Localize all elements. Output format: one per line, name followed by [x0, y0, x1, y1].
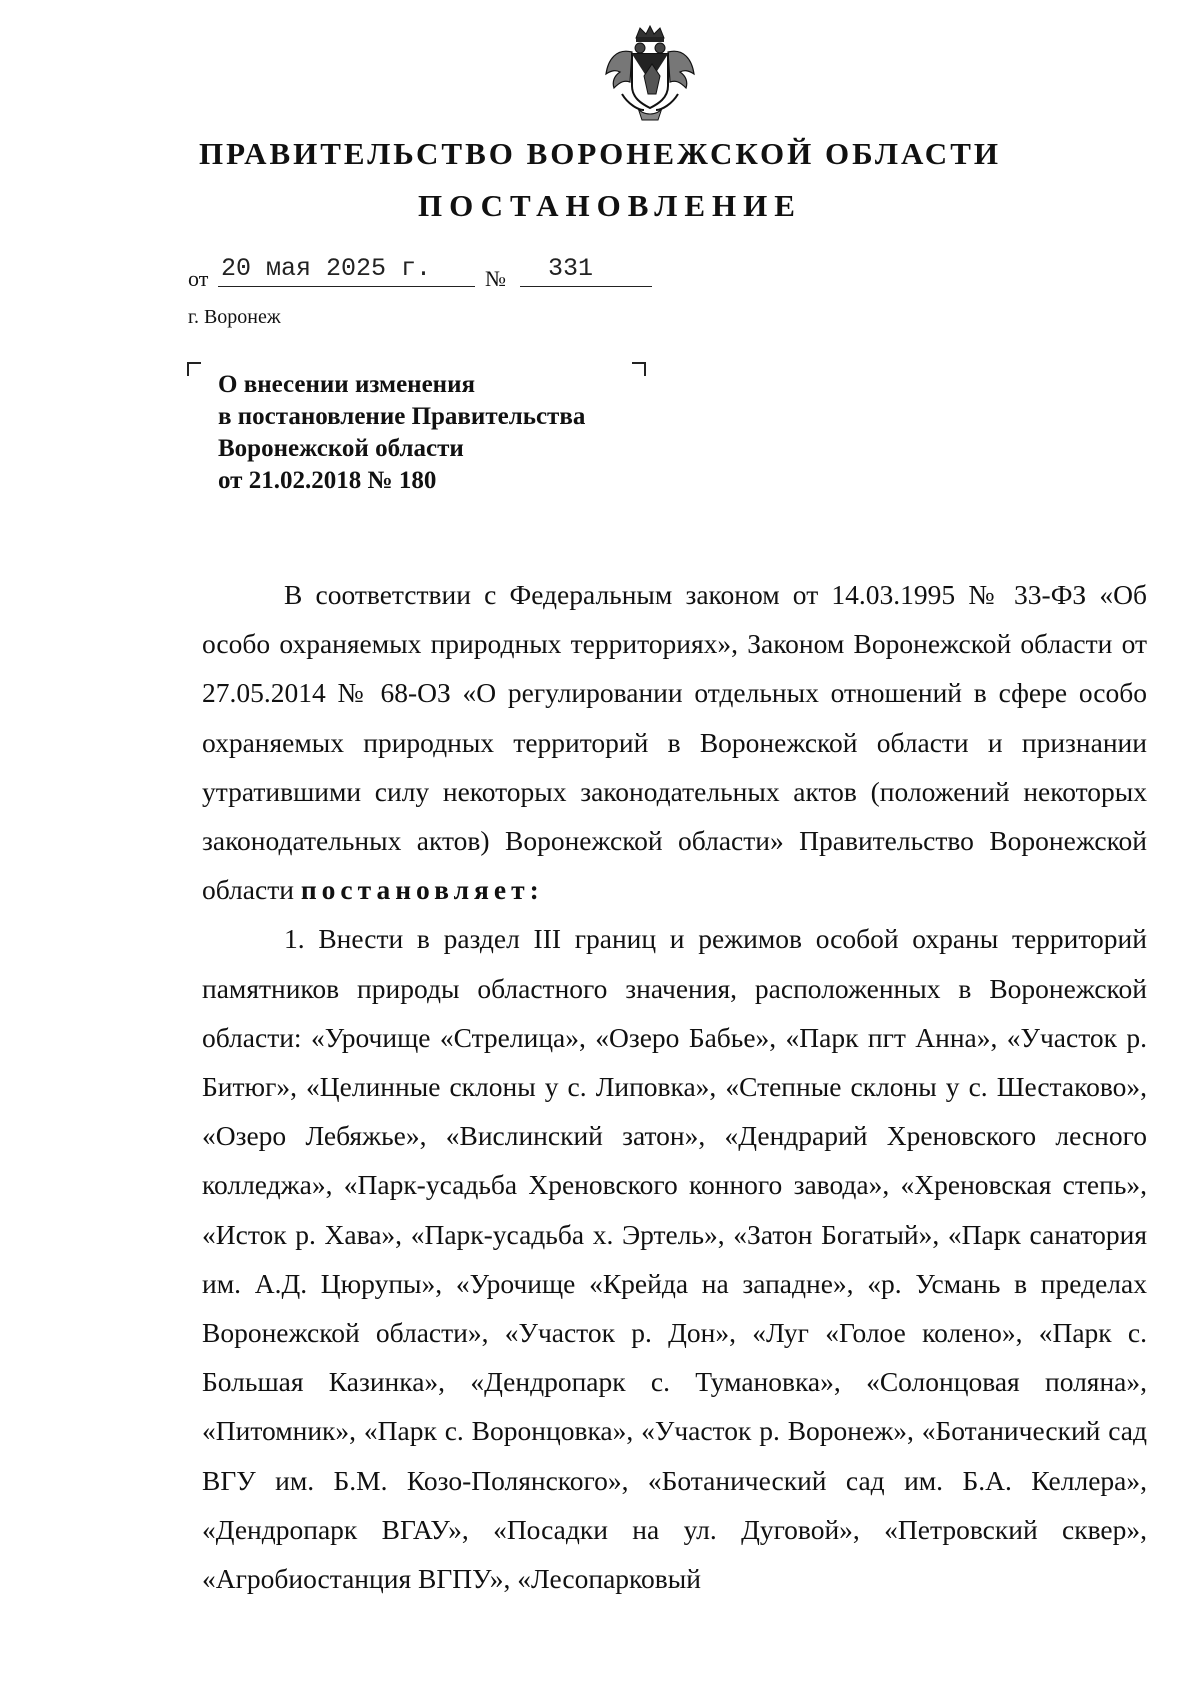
- date-value: 20 мая 2025 г.: [221, 254, 432, 283]
- coat-of-arms-icon: [602, 24, 698, 124]
- preamble-text: В соответствии с Федеральным законом от 14.03.1995 № 33-ФЗ «Об особо охраняемых природных территориях», Законом Воронежской области от 27.05.2014 № 68-ОЗ «О регулировании отдельных отношений в сфере особо охраняемых природных территорий в Воронежской области и признании утратившими силу некоторых законодательных актов (положений некоторых законодательных актов) Воронежской области» Правительство Воронежской области: [202, 579, 1147, 906]
- city: г. Воронеж: [188, 306, 281, 328]
- resolves-word: постановляет:: [300, 874, 544, 906]
- date-field: [218, 252, 475, 287]
- subject-line: от 21.02.2018 № 180: [218, 467, 437, 494]
- document-type: ПОСТАНОВЛЕНИЕ: [418, 188, 802, 223]
- subject-corner-left: [187, 362, 201, 376]
- subject-corner-right: [632, 362, 646, 376]
- date-prefix: от: [188, 266, 209, 291]
- body-text: [202, 570, 1147, 1603]
- subject-line: О внесении изменения: [218, 371, 476, 398]
- subject-title: [218, 369, 585, 497]
- government-title: ПРАВИТЕЛЬСТВО ВОРОНЕЖСКОЙ ОБЛАСТИ: [199, 136, 1001, 171]
- subject-line: в постановление Правительства: [218, 403, 586, 430]
- subject-line: Воронежской области: [218, 435, 464, 462]
- number-field: [520, 252, 652, 287]
- preamble-paragraph: [202, 570, 1147, 914]
- number-prefix: №: [485, 266, 506, 291]
- item-1-paragraph: 1. Внести в раздел III границ и режимов особой охраны территорий памятников природы областного значения, расположенных в Воронежской области: «Урочище «Стрелица», «Озеро Бабье», «Парк пгт Анна», «Участок р. Битюг», «Целинные склоны у с. Липовка», «Степные склоны у с. Шестаково», «Озеро Лебяжье», «Вислинский затон», «Дендрарий Хреновского лесного колледжа», «Парк-усадьба Хреновского конного завода», «Хреновская степь», «Исток р. Хава», «Парк-усадьба х. Эртель», «Затон Богатый», «Парк санатория им. А.Д. Цюрупы», «Урочище «Крейда на западне», «р. Усмань в пределах Воронежской области», «Участок р. Дон», «Луг «Голое колено», «Парк с. Большая Казинка», «Дендропарк с. Тумановка», «Солонцовая поляна», «Питомник», «Парк с. Воронцовка», «Участок р. Воронеж», «Ботанический сад ВГУ им. Б.М. Козо-Полянского», «Ботанический сад им. Б.А. Келлера», «Дендропарк ВГАУ», «Посадки на ул. Дуговой», «Петровский сквер», «Агробиостанция ВГПУ», «Лесопарковый: [202, 923, 1147, 1595]
- number-value: 331: [548, 254, 594, 283]
- date-number-line: [188, 252, 688, 292]
